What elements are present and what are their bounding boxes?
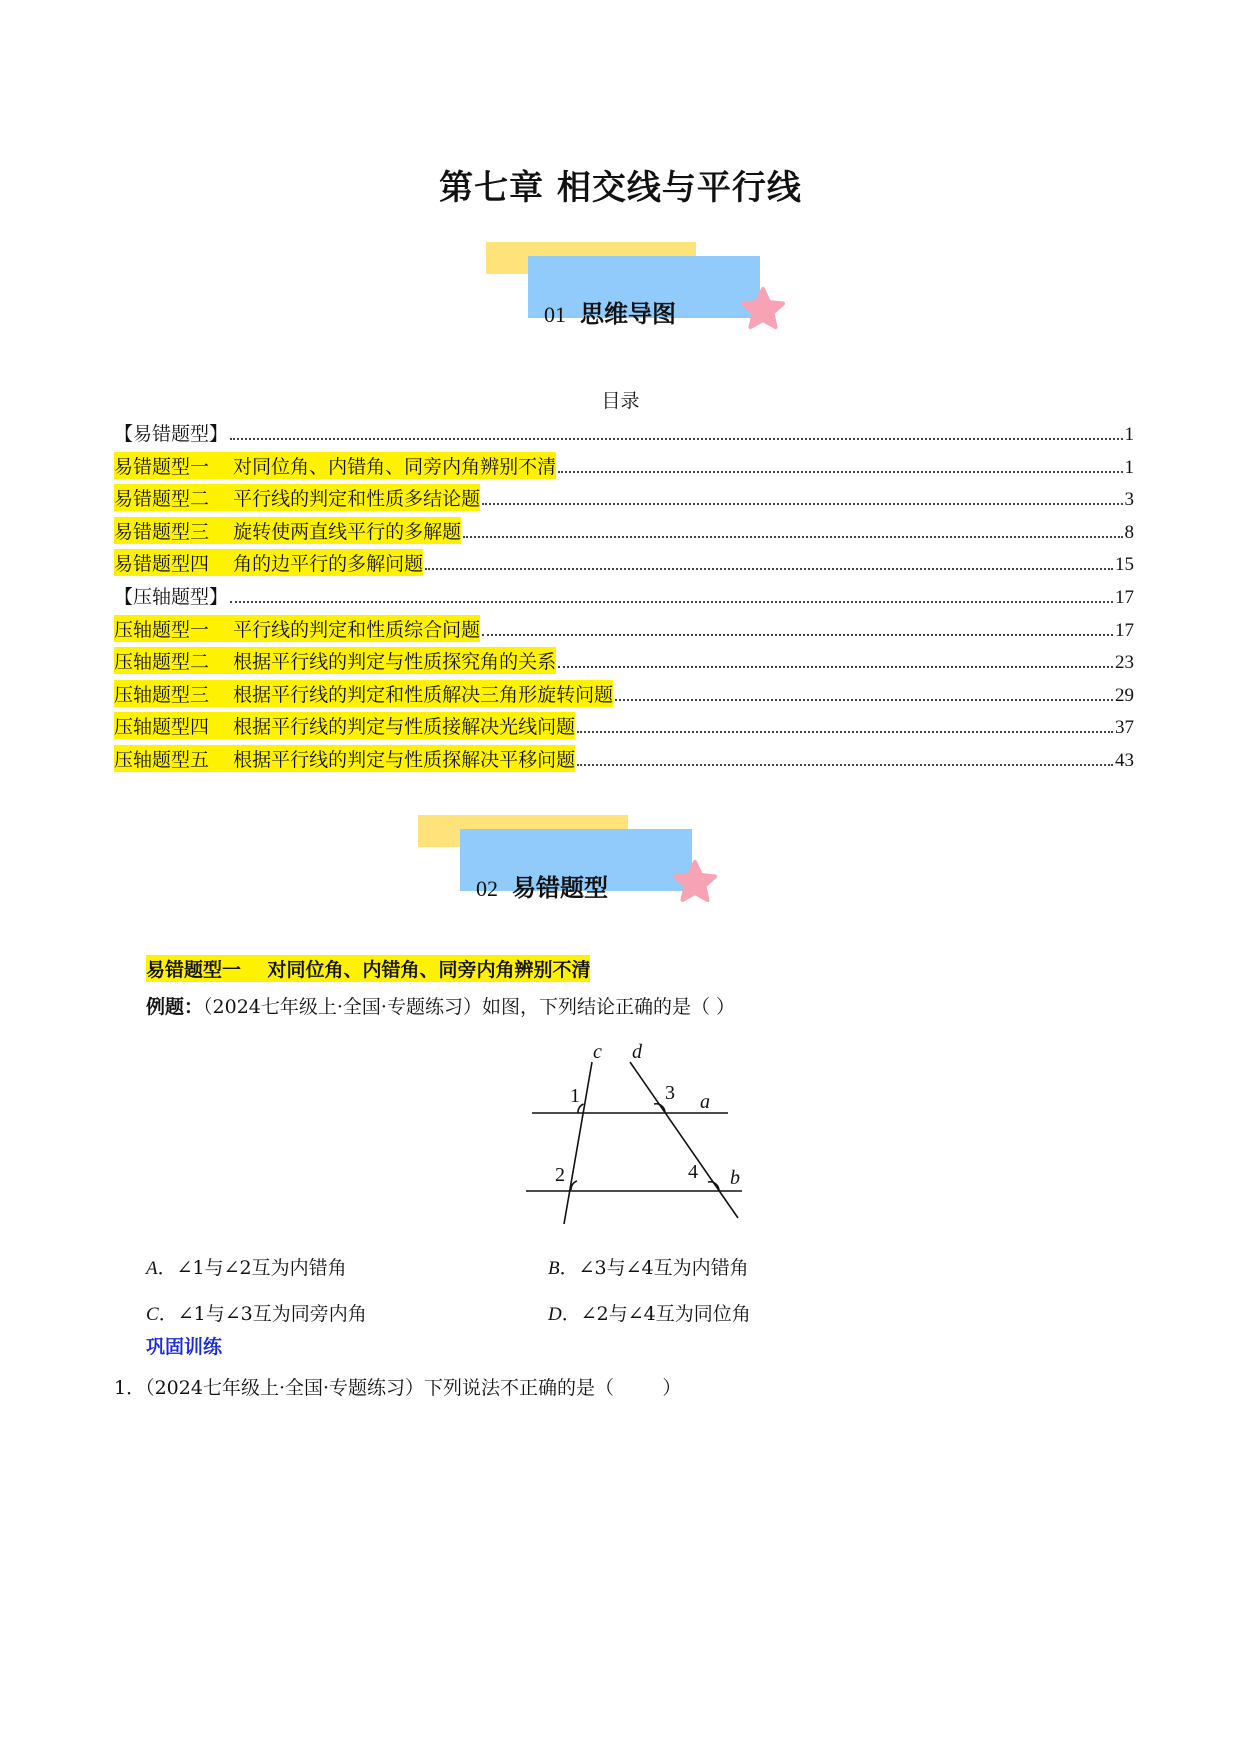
toc-item[interactable] <box>114 646 1134 674</box>
question-text: （2024七年级上·全国·专题练习）下列说法不正确的是（ ） <box>145 1377 682 1399</box>
section-text: 思维导图 <box>580 300 676 328</box>
toc-leader-dots <box>463 535 1122 538</box>
toc-item-label: 压轴题型一 平行线的判定和性质综合问题 <box>114 615 480 642</box>
toc-item-label: 压轴题型四 根据平行线的判定与性质接解决光线问题 <box>114 712 575 739</box>
option-text: ∠1与∠3互为同旁内角 <box>177 1303 367 1325</box>
toc-item-page: 37 <box>1115 717 1134 739</box>
option-letter: A <box>146 1258 158 1279</box>
toc-item[interactable] <box>114 548 1134 576</box>
toc-item-label: 易错题型三 旋转使两直线平行的多解题 <box>114 517 461 544</box>
line-d <box>630 1062 738 1218</box>
star-icon <box>672 859 718 905</box>
option-text: ∠2与∠4互为同位角 <box>580 1303 751 1325</box>
toc-leader-dots <box>482 633 1113 636</box>
option-text: ∠3与∠4互为内错角 <box>578 1257 749 1279</box>
toc-leader-dots <box>577 730 1113 733</box>
toc-item-label: 易错题型一 对同位角、内错角、同旁内角辨别不清 <box>114 452 556 479</box>
toc-leader-dots <box>230 600 1113 603</box>
toc-item[interactable] <box>114 679 1134 707</box>
toc-item[interactable] <box>114 711 1134 739</box>
option-a: A．∠1与∠2互为内错角 <box>146 1257 347 1279</box>
toc-item-page: 29 <box>1115 684 1134 706</box>
example-label: 例题： <box>146 996 204 1018</box>
toc-item-page: 17 <box>1115 587 1134 608</box>
label-2: 2 <box>555 1164 565 1186</box>
toc-leader-dots <box>482 502 1122 505</box>
label-4: 4 <box>688 1161 698 1183</box>
example-question <box>146 992 735 1019</box>
toc-item[interactable] <box>114 614 1134 642</box>
option-d: D．∠2与∠4互为同位角 <box>548 1303 751 1325</box>
label-1: 1 <box>570 1085 580 1107</box>
toc-item-page: 1 <box>1124 424 1134 445</box>
page-title: 第七章 相交线与平行线 <box>439 168 802 208</box>
question-number: 1． <box>114 1377 146 1399</box>
geometry-figure <box>520 1040 780 1230</box>
question-1 <box>114 1373 681 1400</box>
section-01-heading <box>544 294 676 329</box>
label-a: a <box>700 1091 710 1113</box>
toc-leader-dots <box>425 567 1113 570</box>
label-d: d <box>632 1041 642 1063</box>
toc-item-label: 【压轴题型】 <box>114 586 229 608</box>
toc-item-page: 43 <box>1115 750 1134 771</box>
toc-item-page: 17 <box>1115 619 1134 641</box>
toc-item-page: 3 <box>1124 489 1134 511</box>
toc-item[interactable] <box>114 744 1134 772</box>
option-c: C．∠1与∠3互为同旁内角 <box>146 1303 367 1325</box>
angle-3-arc <box>654 1104 665 1113</box>
section-02-heading <box>476 868 608 903</box>
label-c: c <box>593 1041 602 1063</box>
toc-item[interactable] <box>114 516 1134 544</box>
toc-item[interactable] <box>114 418 1134 446</box>
section-number: 02 <box>476 876 498 901</box>
option-letter: C <box>146 1304 159 1325</box>
toc-item-page: 1 <box>1124 456 1134 478</box>
label-3: 3 <box>665 1082 675 1104</box>
section-text: 易错题型 <box>512 874 608 902</box>
option-letter: B <box>548 1258 560 1279</box>
question-type-heading: 易错题型一 对同位角、内错角、同旁内角辨别不清 <box>146 955 590 982</box>
toc-item-label: 易错题型二 平行线的判定和性质多结论题 <box>114 484 480 511</box>
toc-item-label: 压轴题型五 根据平行线的判定与性质探解决平移问题 <box>114 745 575 772</box>
practice-heading: 巩固训练 <box>146 1336 223 1358</box>
toc-heading: 目录 <box>601 390 640 412</box>
toc-item-label: 压轴题型三 根据平行线的判定和性质解决三角形旋转问题 <box>114 680 613 707</box>
example-text: （2024七年级上·全国·专题练习）如图，下列结论正确的是（ ） <box>203 996 735 1018</box>
label-b: b <box>730 1167 740 1189</box>
toc-leader-dots <box>615 698 1113 701</box>
option-letter: D <box>548 1304 562 1325</box>
toc-item-page: 8 <box>1124 521 1134 543</box>
toc-item-label: 压轴题型二 根据平行线的判定与性质探究角的关系 <box>114 647 556 674</box>
option-b: B．∠3与∠4互为内错角 <box>548 1257 749 1279</box>
toc-item[interactable] <box>114 451 1134 479</box>
toc-leader-dots <box>577 763 1113 766</box>
angle-4-arc <box>708 1182 719 1191</box>
option-text: ∠1与∠2互为内错角 <box>176 1257 347 1279</box>
toc-item-page: 23 <box>1115 652 1134 674</box>
toc-item[interactable] <box>114 483 1134 511</box>
toc-item-label: 【易错题型】 <box>114 423 229 445</box>
toc-item-page: 15 <box>1115 554 1134 576</box>
toc-leader-dots <box>558 665 1113 668</box>
toc-item-label: 易错题型四 角的边平行的多解问题 <box>114 549 423 576</box>
section-number: 01 <box>544 302 566 327</box>
toc-leader-dots <box>230 437 1122 440</box>
star-icon <box>740 286 786 332</box>
toc-item[interactable] <box>114 581 1134 609</box>
toc-leader-dots <box>558 470 1122 473</box>
